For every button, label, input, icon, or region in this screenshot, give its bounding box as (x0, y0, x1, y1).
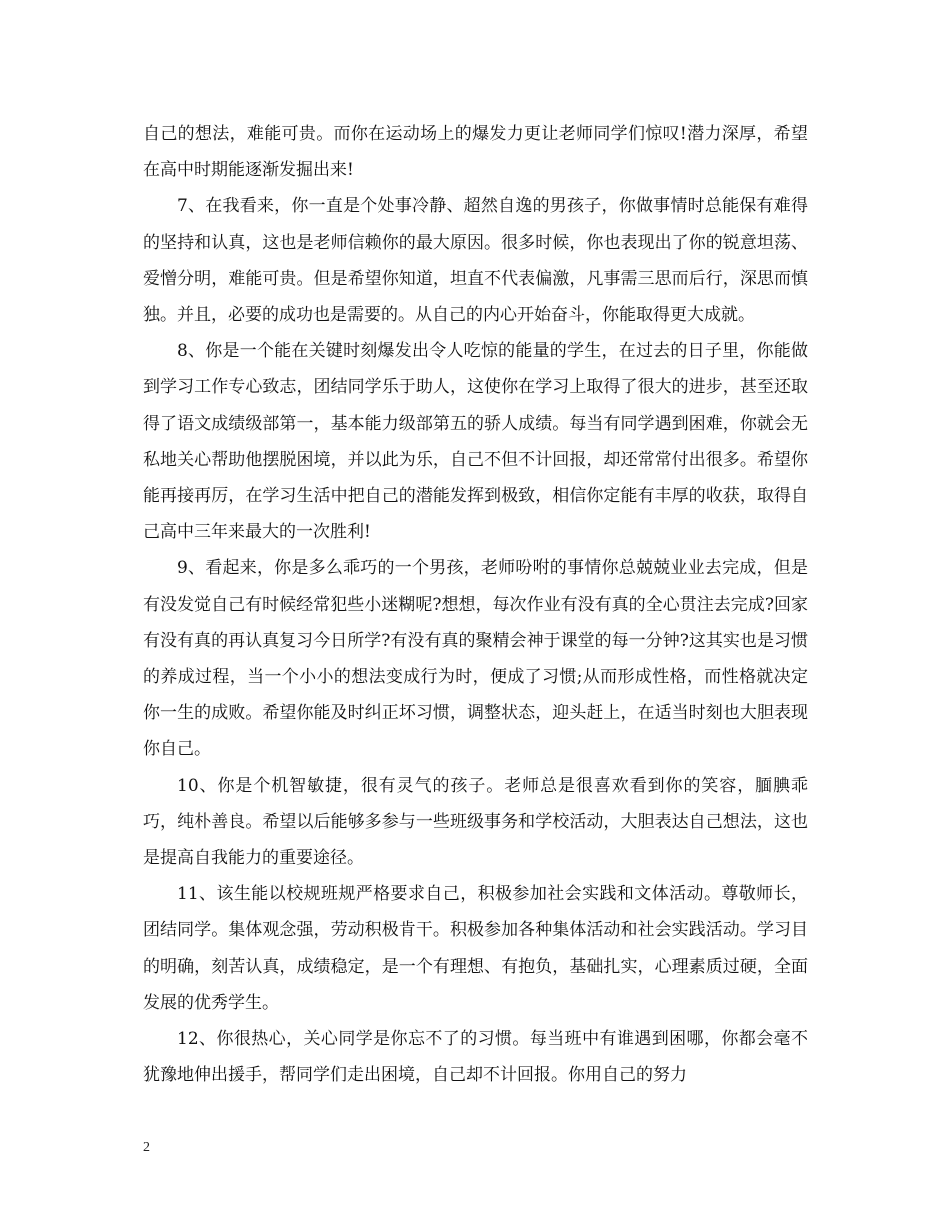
paragraph-comment-7: 7、在我看来，你一直是个处事冷静、超然自逸的男孩子，你做事情时总能保有难得的坚持和认真，这也是老师信赖你的最大原因。很多时候，你也表现出了你的锐意坦荡、爱憎分明，难能可贵。但是希望你知道，坦直不代表偏激，凡事需三思而后行，深思而慎独。并且，必要的成功也是需要的。从自己的内心开始奋斗，你能取得更大成就。 (143, 196, 808, 326)
paragraph-comment-10: 10、你是个机智敏捷，很有灵气的孩子。老师总是很喜欢看到你的笑容，腼腆乖巧，纯朴善良。希望以后能够多参与一些班级事务和学校活动，大胆表达自己想法，这也是提高自我能力的重要途径。 (143, 775, 808, 869)
page-number: 2 (143, 1140, 150, 1155)
paragraph-continued: 自己的想法，难能可贵。而你在运动场上的爆发力更让老师同学们惊叹!潜力深厚，希望在高中时期能逐渐发掘出来! (143, 124, 808, 181)
paragraph-comment-11: 11、该生能以校规班规严格要求自己，积极参加社会实践和文体活动。尊敬师长，团结同学。集体观念强，劳动积极肯干。积极参加各种集体活动和社会实践活动。学习目的明确，刻苦认真，成绩稳定，是一个有理想、有抱负，基础扎实，心理素质过硬，全面发展的优秀学生。 (143, 884, 808, 1013)
paragraph-comment-9: 9、看起来，你是多么乖巧的一个男孩，老师吩咐的事情你总兢兢业业去完成，但是有没发觉自己有时候经常犯些小迷糊呢?想想，每次作业有没有真的全心贯注去完成?回家有没有真的再认真复习今日所学?有没有真的聚精会神于课堂的每一分钟?这其实也是习惯的养成过程，当一个小小的想法变成行为时，便成了习惯;从而形成性格，而性格就决定你一生的成败。希望你能及时纠正坏习惯，调整状态，迎头赶上，在适当时刻也大胆表现你自己。 (143, 558, 808, 760)
paragraph-comment-12: 12、你很热心，关心同学是你忘不了的习惯。每当班中有谁遇到困哪，你都会毫不犹豫地伸出援手，帮同学们走出困境，自己却不计回报。你用自己的努力 (143, 1029, 808, 1086)
paragraph-comment-8: 8、你是一个能在关键时刻爆发出令人吃惊的能量的学生，在过去的日子里，你能做到学习工作专心致志，团结同学乐于助人，这使你在学习上取得了很大的进步，甚至还取得了语文成绩级部第一，基本能力级部第五的骄人成绩。每当有同学遇到困难，你就会无私地关心帮助他摆脱困境，并以此为乐，自己不但不计回报，却还常常付出很多。希望你能再接再厉，在学习生活中把自己的潜能发挥到极致，相信你定能有丰厚的收获，取得自己高中三年来最大的一次胜利! (143, 341, 808, 543)
document-body (143, 116, 808, 1093)
